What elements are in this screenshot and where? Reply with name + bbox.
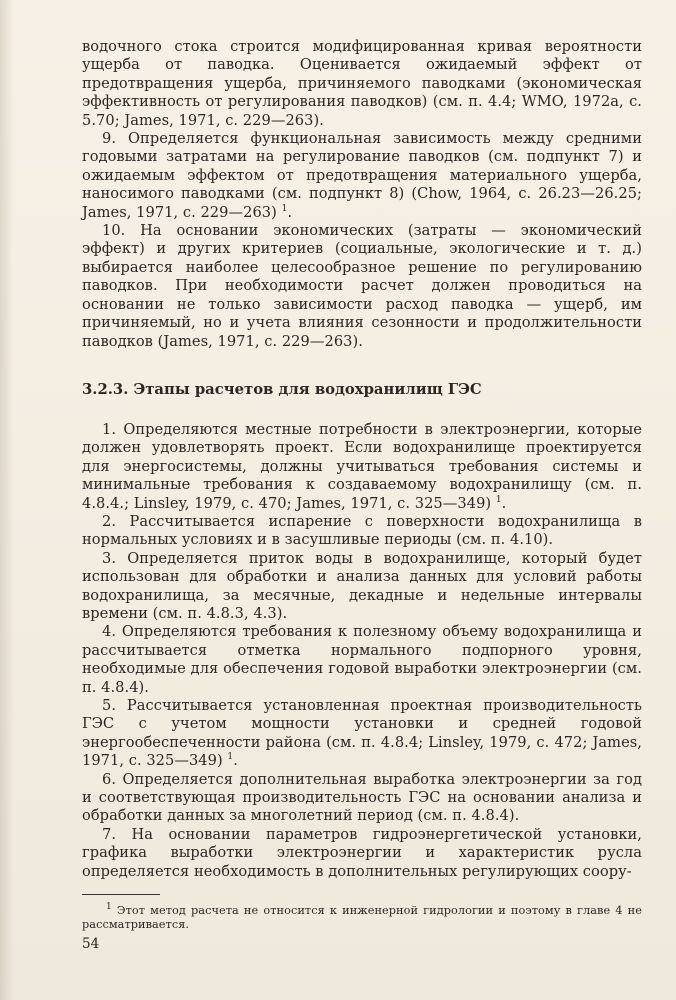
step-5-paragraph: 5. Рассчитывается установленная проектная производительность ГЭС с учетом мощности установки и средней годовой энергообеспеченности района (см. п. 4.8.4; Linsley, 1979, с. 472; James, 1971, с. 325—349) $^1$. [82, 697, 642, 770]
section-heading: 3.2.3. Этапы расчетов для водохранилищ ГЭС [82, 380, 482, 398]
page-number: 54 [82, 936, 100, 952]
footnote-ref-3: 1 [227, 752, 234, 763]
footnote-ref-1: 1 [281, 203, 288, 214]
item-9-text: 9. Определяется функциональная зависимость между средними годовыми затратами на регулирование паводков (см. подпункт 7) и ожидаемым эффектом от предотвращения материального ущерба, наносимого паводками (см. подпункт 8) (Chow, 1964, с. 26.23—26.25; James, 1971, с. 229—263) [82, 130, 642, 221]
footnote-marker: 1 [106, 902, 112, 913]
footnote-divider [82, 894, 160, 895]
step-2-paragraph: 2. Рассчитывается испарение с поверхности водохранилища в нормальных условиях и в засушливые периоды (см. п. 4.10). [82, 512, 642, 549]
item-9-paragraph: 9. Определяется функциональная зависимость между средними годовыми затратами на регулирование паводков (см. подпункт 7) и ожидаемым эффектом от предотвращения материального ущерба, наносимого паводками (см. подпункт 8) (Chow, 1964, с. 26.23—26.25; James, 1971, с. 229—263) $^1$. [82, 130, 642, 221]
step-5-text: 5. Рассчитывается установленная проектная производительность ГЭС с учетом мощности установки и средней годовой энергообеспеченности района (см. п. 4.8.4; Linsley, 1979, с. 472; James, 1971, с. 325—349) [82, 697, 642, 770]
step-1-text: 1. Определяются местные потребности в электроэнергии, которые должен удовлетворять проект. Если водохранилище проектируется для энергосистемы, должны учитываться требования системы и минимальные требования к создаваемому водохранилищу (см. п. 4.8.4.; Linsley, 1979, с. 470; James, 1971, с. 325—349) [82, 420, 642, 512]
step-4-paragraph: 4. Определяются требования к полезному объему водохранилища и рассчитывается отметка нормального подпорного уровня, необходимые для обеспечения годовой выработки электроэнергии (см. п. 4.8.4). [82, 623, 642, 696]
step-3-paragraph: 3. Определяется приток воды в водохранилище, который будет использован для обработки и анализа данных для условий работы водохранилища, за месячные, декадные и недельные интервалы времени (см. п. 4.8.3, 4.3). [82, 549, 642, 622]
step-7-paragraph: 7. На основании параметров гидроэнергетической установки, графика выработки электроэнергии и характеристик русла определяется необходимость в дополнительных регулирующих соору- [82, 825, 642, 880]
item-10-paragraph: 10. На основании экономических (затраты — экономический эффект) и других критериев (социальные, экологические и т. д.) выбирается наиболее целесообразное решение по регулированию паводков. При необходимости расчет должен проводиться на основании не только зависимости расход паводка — ущерб, им причиняемый, но и учета влияния сезонности и продолжительности паводков (James, 1971, с. 229—263). [82, 222, 642, 350]
footnote-text: Этот метод расчета не относится к инженерной гидрологии и поэтому в главе 4 не рассматривается. [82, 904, 642, 932]
footnote-ref-2: 1 [495, 494, 502, 505]
step-6-paragraph: 6. Определяется дополнительная выработка электроэнергии за год и соответствующая производительность ГЭС на основании анализа и обработки данных за многолетний период (см. п. 4.8.4). [82, 770, 642, 825]
footnote [82, 904, 642, 932]
intro-paragraph: водочного стока строится модифицированная кривая вероятности ущерба от паводка. Оценивается ожидаемый эффект от предотвращения ущерба, причиняемого паводками (экономическая эффективность от регулирования паводков) (см. п. 4.4; WMO, 1972a, с. 5.70; James, 1971, с. 229—263). [82, 38, 642, 129]
step-1-paragraph: 1. Определяются местные потребности в электроэнергии, которые должен удовлетворять проект. Если водохранилище проектируется для энергосистемы, должны учитываться требования системы и минимальные требования к создаваемому водохранилищу (см. п. 4.8.4.; Linsley, 1979, с. 470; James, 1971, с. 325—349) $^1$. [82, 420, 642, 512]
